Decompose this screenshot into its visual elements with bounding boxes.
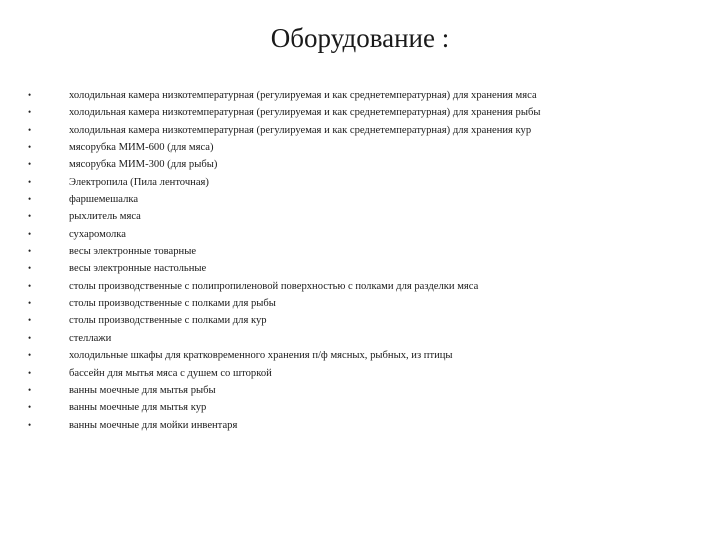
list-item-text: холодильная камера низкотемпературная (регулируемая и как среднетемпературная) для хранения мяса [69, 90, 537, 101]
bullet-icon: • [28, 419, 32, 430]
list-item [28, 399, 708, 416]
list-item [28, 87, 708, 104]
bullet-icon: • [28, 124, 32, 135]
bullet-icon: • [28, 194, 32, 205]
list-item [28, 139, 708, 156]
bullet-icon: • [28, 228, 32, 239]
list-item [28, 330, 708, 347]
list-item-text: Электропила (Пила ленточная) [69, 176, 209, 188]
bullet-icon: • [28, 280, 32, 291]
bullet-icon: • [28, 332, 32, 343]
bullet-icon: • [28, 90, 32, 100]
list-item [28, 312, 708, 329]
list-item-text: стеллажи [69, 332, 112, 344]
bullet-icon: • [28, 263, 32, 274]
list-item-text: холодильные шкафы для кратковременного хранения п/ф мясных, рыбных, из птицы [69, 350, 453, 362]
equipment-list [28, 87, 708, 434]
list-item [28, 243, 708, 260]
list-item [28, 347, 708, 364]
list-item-text: столы производственные с полками для кур [69, 315, 267, 327]
list-item [28, 104, 708, 121]
bullet-icon: • [28, 298, 32, 309]
bullet-icon: • [28, 367, 32, 378]
bullet-icon: • [28, 142, 32, 153]
list-item-text: сухаромолка [69, 228, 126, 240]
bullet-icon: • [28, 402, 32, 413]
bullet-icon: • [28, 107, 32, 118]
list-item [28, 174, 708, 191]
list-item-text: ванны моечные для мытья рыбы [69, 384, 216, 396]
bullet-icon: • [28, 246, 32, 257]
bullet-icon: • [28, 211, 32, 222]
list-item-text: бассейн для мытья мяса с душем со шторкой [69, 367, 272, 379]
list-item-text: фаршемешалка [69, 194, 139, 206]
list-item-text: холодильная камера низкотемпературная (регулируемая и как среднетемпературная) для хранения кур [69, 124, 532, 136]
list-item-text: ванны моечные для мытья кур [69, 402, 207, 414]
list-item [28, 191, 708, 208]
list-item [28, 226, 708, 243]
list-item [28, 208, 708, 225]
list-item-text: столы производственные с полками для рыбы [69, 298, 276, 310]
list-item-text: рыхлитель мяса [69, 211, 141, 223]
bullet-icon: • [28, 350, 32, 361]
list-item-text: холодильная камера низкотемпературная (регулируемая и как среднетемпературная) для хранения рыбы [69, 107, 541, 119]
list-item-text: ванны моечные для мойки инвентаря [69, 419, 238, 431]
list-item-text: мясорубка МИМ-300 (для рыбы) [69, 159, 218, 171]
list-item [28, 365, 708, 382]
list-item [28, 382, 708, 399]
bullet-icon: • [28, 384, 32, 395]
list-item [28, 417, 708, 434]
list-item [28, 156, 708, 173]
bullet-icon: • [28, 176, 32, 187]
list-item-text: мясорубка МИМ-600 (для мяса) [69, 142, 214, 154]
list-item [28, 295, 708, 312]
list-item [28, 260, 708, 277]
bullet-icon: • [28, 315, 32, 326]
list-item-text: весы электронные товарные [69, 246, 197, 258]
slide-title: Оборудование : [270, 23, 450, 53]
list-item [28, 278, 708, 295]
bullet-icon: • [28, 159, 32, 170]
list-item-text: столы производственные с полипропиленовой поверхностью с полками для разделки мяса [69, 280, 479, 292]
list-item-text: весы электронные настольные [69, 263, 207, 275]
list-item [28, 122, 708, 139]
